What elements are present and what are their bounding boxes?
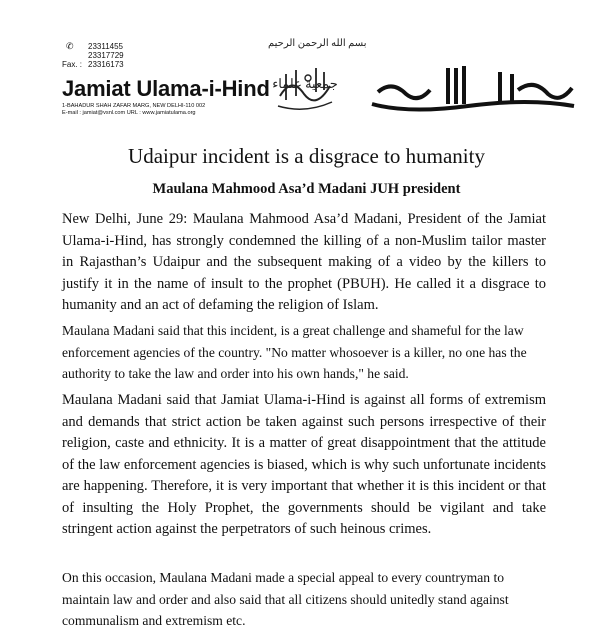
paragraph: On this occasion, Maulana Madani made a special appeal to every countryman to maintain law and order and also said that all citizens should unitedly stand against communalism and extremism etc.	[62, 570, 509, 628]
phone-icon: ✆	[66, 41, 74, 51]
paragraph: New Delhi, June 29: Maulana Mahmood Asa’d Madani, President of the Jamiat Ulama-i-Hind, has strongly condemned the killing of a non-Muslim tailor master in Rajasthan’s Udaipur and the subsequent making of a video by the killers to justify it in the name of insult to the prophet (PBUH). He called it a disgrace to humanity and an act of defaming the religion of Islam.	[62, 211, 546, 313]
email-url-line: E-mail : jamiat@vsnl.com URL : www.jamiatulama.org	[62, 110, 196, 116]
address-block	[62, 103, 205, 117]
phone-number: 23317729	[88, 51, 124, 60]
phone-number: 23311455	[88, 42, 123, 51]
paragraph: Maulana Madani said that Jamiat Ulama-i-Hind is against all forms of extremism and demands that strict action be taken against such persons irrespective of their religion, caste and ethnicity. It is a matter of great disappointment that the attitude of the law enforcement agencies is biased, which is why such unfortunate incidents are happening. Therefore, it is very important that whether it is this incident or that of insulting the Holy Prophet, the governments should be vigilant and take stringent action against the perpetrators of such heinous crimes.	[62, 392, 546, 537]
seal-text: جمعية علماء	[272, 76, 338, 91]
arabic-logo	[368, 64, 578, 114]
bismillah-text: بسم الله الرحمن الرحيم	[268, 38, 367, 49]
letterhead	[0, 0, 613, 130]
article-title: Udaipur incident is a disgrace to humanity	[128, 144, 485, 168]
organization-name: Jamiat Ulama-i-Hind	[62, 76, 270, 101]
article-subtitle: Maulana Mahmood Asa’d Madani JUH president	[152, 181, 461, 197]
contact-block	[62, 42, 124, 69]
paragraph: Maulana Madani said that this incident, is a great challenge and shameful for the law enforcement agencies of the country. "No matter whosoever is a killer, no one has the authority to take the law and order into his own hands," he said.	[62, 323, 527, 381]
calligraphy-seal	[272, 56, 338, 114]
fax-label: Fax. :	[62, 60, 83, 69]
fax-number: 23316173	[88, 60, 124, 69]
postal-address: 1-BAHADUR SHAH ZAFAR MARG, NEW DELHI-110 002	[62, 103, 206, 109]
